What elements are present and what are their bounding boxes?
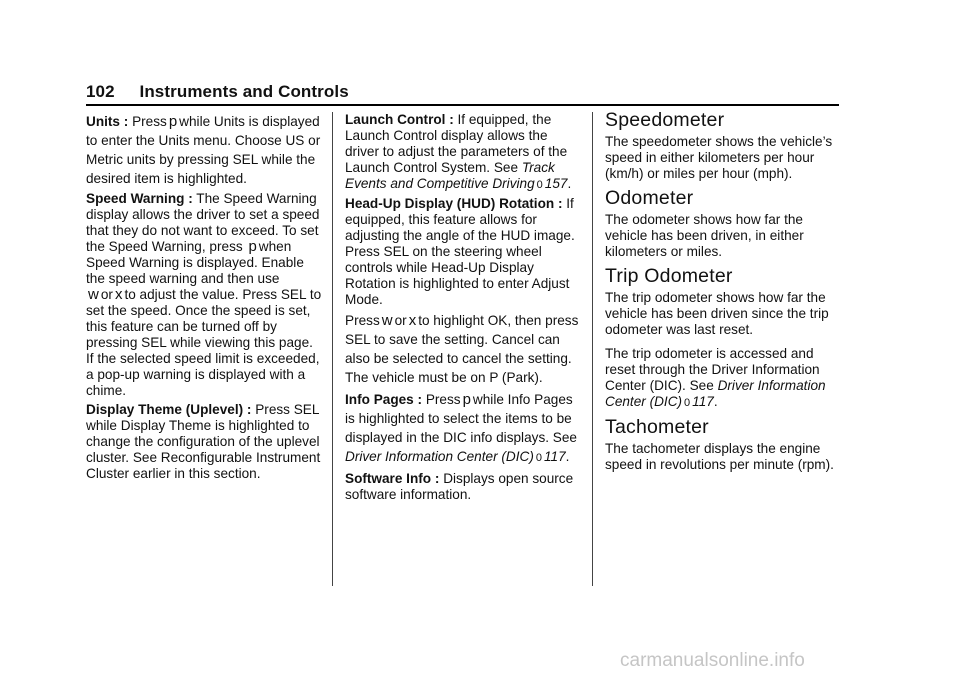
page-ref-arrow-icon: 0 xyxy=(535,452,542,464)
column-divider-1 xyxy=(332,112,333,586)
hud-rotation-text-3: or xyxy=(394,313,407,328)
info-pages-text-2: while Info Pages is highlighted to select the items to be displayed in the DIC info displays. See xyxy=(345,392,577,445)
hud-rotation-entry xyxy=(345,196,581,308)
speed-warning-text-1: The Speed Warning display allows the driver to set a speed that they do not want to exceed. To set the Speed Warning, press xyxy=(86,191,320,254)
info-pages-end: . xyxy=(565,449,570,464)
odometer-text: The odometer shows how far the vehicle has been driven, in either kilometers or miles. xyxy=(605,212,804,259)
down-arrow-icon: x xyxy=(114,286,123,303)
speed-warning-text-2: when Speed Warning is displayed. Enable the speed warning and then use xyxy=(86,239,304,286)
column-3 xyxy=(605,109,839,481)
right-arrow-icon: p xyxy=(248,238,257,255)
trip-odometer-entry-2 xyxy=(605,346,839,411)
launch-control-term: Launch Control : xyxy=(345,112,454,127)
info-pages-entry xyxy=(345,390,581,468)
trip-odometer-text-2: The trip odometer is accessed and reset through the Driver Information Center (DIC). See xyxy=(605,346,820,393)
speed-warning-term: Speed Warning : xyxy=(86,191,193,206)
hud-rotation-text-4: to highlight OK, then press SEL to save the setting. Cancel can also be selected to cancel the setting. The vehicle must be on P (Park). xyxy=(345,313,579,385)
units-entry xyxy=(86,112,322,188)
up-arrow-icon: w xyxy=(381,312,393,329)
right-arrow-icon: p xyxy=(462,391,471,408)
display-theme-term: Display Theme (Uplevel) : xyxy=(86,402,252,417)
hud-rotation-text-2: Press xyxy=(345,313,380,328)
software-info-term: Software Info : xyxy=(345,471,440,486)
speed-warning-text-3: or xyxy=(100,287,113,302)
trip-odometer-page[interactable]: 117 xyxy=(692,394,714,409)
info-pages-term: Info Pages : xyxy=(345,392,423,407)
display-theme-text: Press SEL while Display Theme is highlighted to change the configuration of the uplevel cluster. See Reconfigurable Instrument Cluster earlier in this section. xyxy=(86,402,321,481)
info-pages-ref[interactable]: Driver Information Center (DIC) xyxy=(345,449,534,464)
launch-control-end: . xyxy=(567,176,572,191)
launch-control-text: If equipped, the Launch Control display allows the driver to adjust the parameters of the Launch Control System. See xyxy=(345,112,568,175)
units-text-1: Press xyxy=(132,114,167,129)
up-arrow-icon: w xyxy=(88,286,99,303)
speedometer-heading: Speedometer xyxy=(605,109,725,131)
watermark: carmanualsonline.info xyxy=(620,650,805,671)
trip-odometer-heading: Trip Odometer xyxy=(605,265,733,287)
page-number: 102 xyxy=(86,82,115,101)
odometer-heading: Odometer xyxy=(605,187,694,209)
software-info-entry xyxy=(345,471,581,503)
launch-control-ref[interactable]: Track Events and Competitive Driving xyxy=(345,160,555,191)
speedometer-text: The speedometer shows the vehicle’s speed in either kilometers per hour (km/h) or miles per hour (mph). xyxy=(605,134,833,181)
column-2 xyxy=(345,112,581,506)
section-title: Instruments and Controls xyxy=(139,82,349,101)
info-pages-text-1: Press xyxy=(425,392,461,407)
units-term: Units : xyxy=(86,114,129,129)
page-ref-arrow-icon: 0 xyxy=(536,179,543,191)
speed-warning-text-4: to adjust the value. Press SEL to set the speed. Once the speed is set, this feature can be turned off by pressing SEL while viewing this page. If the selected speed limit is exceeded, a pop-up warning is displayed with a chime. xyxy=(86,287,322,398)
down-arrow-icon: x xyxy=(408,312,417,329)
info-pages-page[interactable]: 117 xyxy=(543,449,566,464)
trip-odometer-ref[interactable]: Driver Information Center (DIC) xyxy=(605,378,826,409)
page-ref-arrow-icon: 0 xyxy=(684,397,691,409)
hud-rotation-term: Head-Up Display (HUD) Rotation : xyxy=(345,196,563,211)
software-info-text: Displays open source software information. xyxy=(345,471,574,502)
speed-warning-entry xyxy=(86,191,322,399)
launch-control-page[interactable]: 157 xyxy=(544,176,568,191)
hud-rotation-text-1: If equipped, this feature allows for adjusting the angle of the HUD image. Press SEL on the steering wheel controls while Head-Up Display Rotation is highlighted to enter Adjust Mode. xyxy=(345,196,575,307)
page-header xyxy=(86,82,349,102)
hud-rotation-entry-2 xyxy=(345,311,581,387)
trip-odometer-end: . xyxy=(713,394,718,409)
tachometer-heading: Tachometer xyxy=(605,416,709,438)
column-divider-2 xyxy=(592,112,593,586)
display-theme-entry xyxy=(86,402,322,482)
column-1 xyxy=(86,112,322,485)
right-arrow-icon: p xyxy=(168,113,178,130)
trip-odometer-text-1: The trip odometer shows how far the vehicle has been driven since the trip odometer was last reset. xyxy=(605,290,829,337)
tachometer-text: The tachometer displays the engine speed in revolutions per minute (rpm). xyxy=(605,441,834,472)
header-rule xyxy=(86,104,839,106)
launch-control-entry xyxy=(345,112,581,193)
units-text-2: while Units is displayed to enter the Units menu. Choose US or Metric units by pressing SEL while the desired item is highlighted. xyxy=(86,114,321,186)
